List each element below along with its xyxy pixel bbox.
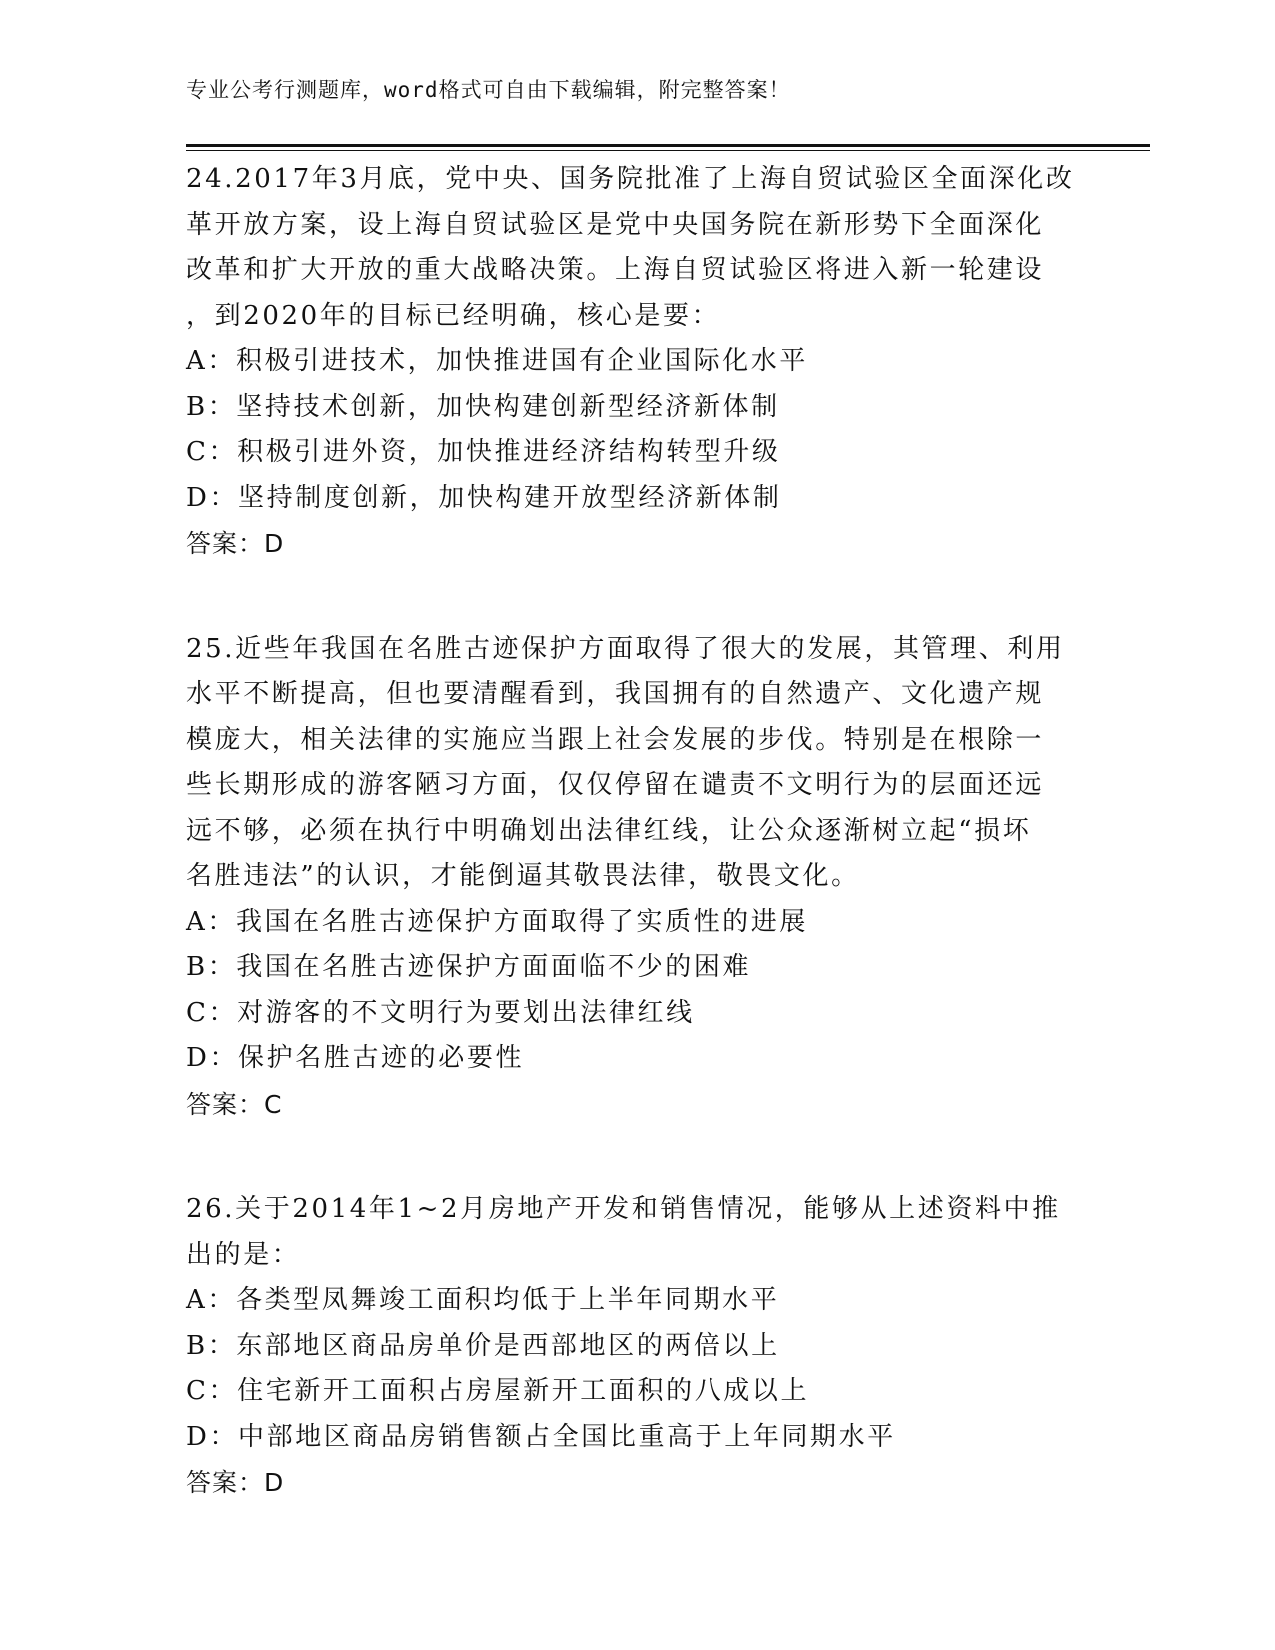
option-c: C：积极引进外资，加快推进经济结构转型升级: [186, 437, 781, 467]
question-stem-line: 模庞大，相关法律的实施应当跟上社会发展的步伐。特别是在根除一: [186, 724, 1045, 755]
option-d: D：中部地区商品房销售额占全国比重高于上年同期水平: [186, 1421, 896, 1452]
question-25: [186, 627, 1086, 1128]
option-c: C：住宅新开工面积占房屋新开工面积的八成以上: [186, 1376, 810, 1406]
option-d: D：保护名胜古迹的必要性: [186, 1043, 525, 1073]
question-stem-line: 26.关于2014年1~2月房地产开发和销售情况，能够从上述资料中推: [186, 1194, 1061, 1224]
question-stem-line: 革开放方案，设上海自贸试验区是党中央国务院在新形势下全面深化: [186, 209, 1045, 240]
question-stem-line: 水平不断提高，但也要清醒看到，我国拥有的自然遗产、文化遗产规: [186, 679, 1045, 709]
question-stem-line: 些长期形成的游客陋习方面，仅仅停留在谴责不文明行为的层面还远: [186, 770, 1045, 800]
option-a: A：积极引进技术，加快推进国有企业国际化水平: [186, 346, 808, 376]
page-header: 专业公考行测题库，word格式可自由下载编辑，附完整答案！: [186, 78, 791, 102]
answer-label: 答案：D: [186, 529, 285, 558]
question-stem-line: 25.近些年我国在名胜古迹保护方面取得了很大的发展，其管理、利用: [186, 633, 1065, 664]
question-list: [186, 157, 1086, 1566]
answer-label: 答案：D: [186, 1468, 285, 1497]
question-stem-line: 名胜违法”的认识，才能倒逼其敬畏法律，敬畏文化。: [186, 861, 860, 891]
header-rule-thick: [186, 144, 1150, 147]
answer-label: 答案：C: [186, 1089, 283, 1119]
question-stem-line: 24.2017年3月底，党中央、国务院批准了上海自贸试验区全面深化改: [186, 164, 1075, 194]
header-rule-thin: [186, 150, 1150, 151]
question-stem-line: ，到2020年的目标已经明确，核心是要：: [186, 300, 721, 331]
option-a: A：各类型凤舞竣工面积均低于上半年同期水平: [186, 1285, 780, 1315]
option-b: B：坚持技术创新，加快构建创新型经济新体制: [186, 391, 780, 422]
option-c: C：对游客的不文明行为要划出法律红线: [186, 997, 695, 1028]
question-stem-line: 出的是：: [186, 1239, 301, 1270]
option-b: B：我国在名胜古迹保护方面面临不少的困难: [186, 952, 752, 982]
question-stem-line: 改革和扩大开放的重大战略决策。上海自贸试验区将进入新一轮建设: [186, 255, 1045, 285]
option-d: D：坚持制度创新，加快构建开放型经济新体制: [186, 482, 782, 513]
question-26: [186, 1187, 1086, 1506]
question-24: [186, 157, 1086, 567]
option-b: B：东部地区商品房单价是西部地区的两倍以上: [186, 1330, 780, 1361]
question-stem-line: 远不够，必须在执行中明确划出法律红线，让公众逐渐树立起“损坏: [186, 815, 1032, 846]
option-a: A：我国在名胜古迹保护方面取得了实质性的进展: [186, 906, 808, 937]
